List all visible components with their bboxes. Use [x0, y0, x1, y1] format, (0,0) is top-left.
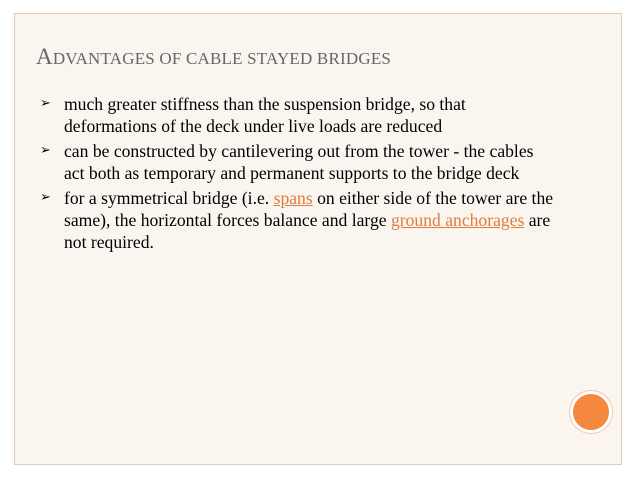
decorative-circle	[570, 391, 612, 433]
bullet-text-part: for a symmetrical bridge (i.e.	[64, 188, 274, 208]
bullet-list	[36, 93, 556, 256]
bullet-item-3	[36, 187, 556, 253]
ground-anchorages-link[interactable]: ground anchorages	[390, 210, 525, 230]
bullet-text: can be constructed by cantilevering out from the tower - the cables act both as temporary and permanent supports to the bridge deck	[64, 141, 534, 183]
bullet-text-part: are not required.	[64, 210, 551, 252]
spans-link[interactable]: spans	[273, 188, 313, 208]
title-initial-cap: A	[36, 44, 53, 69]
bullet-item-2	[36, 140, 556, 184]
title-rest: DVANTAGES OF CABLE STAYED BRIDGES	[52, 49, 392, 68]
bullet-text: much greater stiffness than the suspension bridge, so that deformations of the deck under live loads are reduced	[64, 94, 466, 136]
slide-title	[36, 44, 391, 70]
arrow-bullet-icon: ➢	[40, 143, 51, 158]
bullet-item-1	[36, 93, 556, 137]
arrow-bullet-icon: ➢	[40, 96, 51, 111]
arrow-bullet-icon: ➢	[40, 190, 51, 205]
bullet-text-part: on either side of the tower are the same), the horizontal forces balance and large	[64, 188, 554, 230]
